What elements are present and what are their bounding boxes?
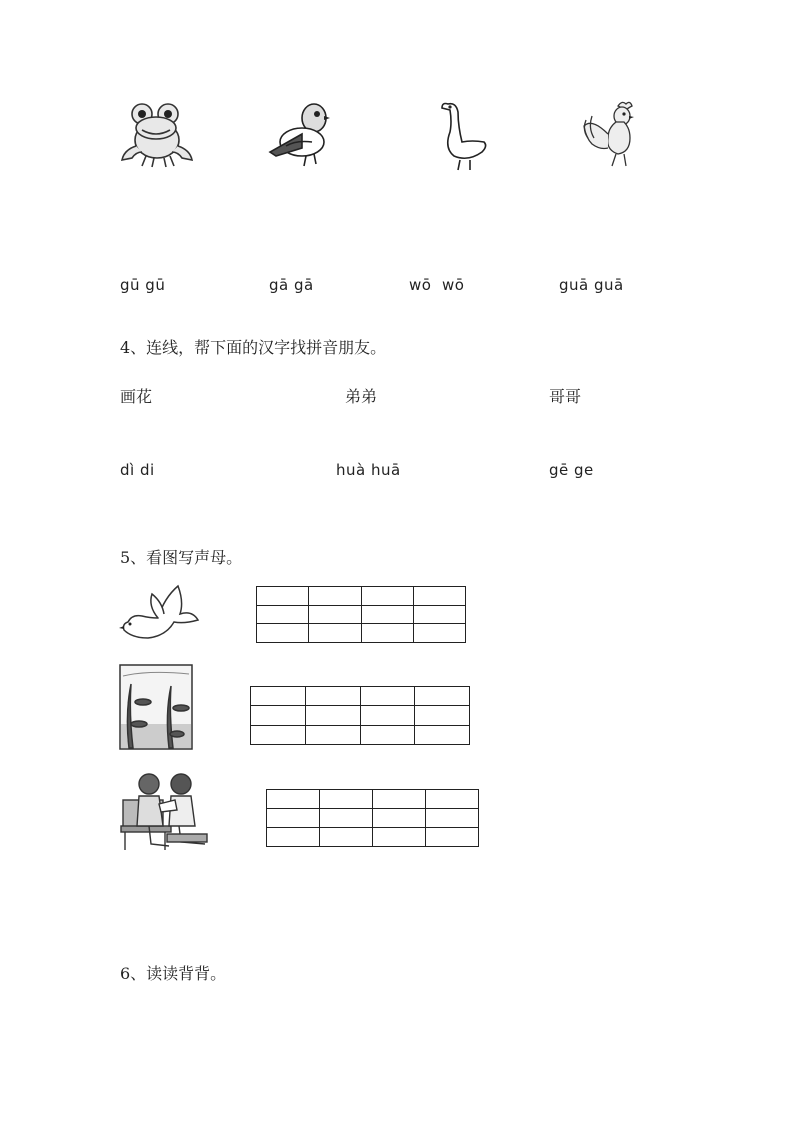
pigeon-icon (266, 100, 332, 170)
q4-pinyin-1: dì di (120, 461, 155, 479)
rooster-icon (578, 98, 638, 170)
frog-picture (118, 100, 196, 168)
rooster-picture (578, 98, 638, 170)
q4-word-1: 画花 (120, 387, 153, 406)
frog-icon (118, 100, 196, 168)
animal-pinyin-3: wō wō (409, 276, 465, 294)
writing-grid-1[interactable] (256, 586, 466, 643)
q4-pinyin-3: gē ge (549, 461, 594, 479)
q4-word-2: 弟弟 (345, 387, 378, 406)
waterweed-icon (119, 664, 193, 750)
animal-pinyin-4: guā guā (559, 276, 624, 294)
q4-pinyin-2: huà huā (336, 461, 401, 479)
pigeon-picture (266, 100, 332, 170)
animal-pinyin-2: gā gā (269, 276, 314, 294)
dove-picture (118, 584, 200, 646)
dove-icon (118, 584, 200, 646)
children-reading-icon (119, 770, 211, 852)
question-4-title: 4、连线，帮下面的汉字找拼音朋友。 (120, 338, 387, 357)
writing-grid-3[interactable] (266, 789, 479, 847)
children-picture (119, 770, 211, 852)
goose-picture (438, 98, 490, 172)
question-5-title: 5、看图写声母。 (120, 548, 243, 567)
question-6-title: 6、读读背背。 (120, 964, 227, 983)
waterweed-picture (119, 664, 193, 750)
animal-pinyin-1: gū gū (120, 276, 166, 294)
goose-icon (438, 98, 490, 172)
writing-grid-2[interactable] (250, 686, 470, 745)
q4-word-3: 哥哥 (549, 387, 582, 406)
